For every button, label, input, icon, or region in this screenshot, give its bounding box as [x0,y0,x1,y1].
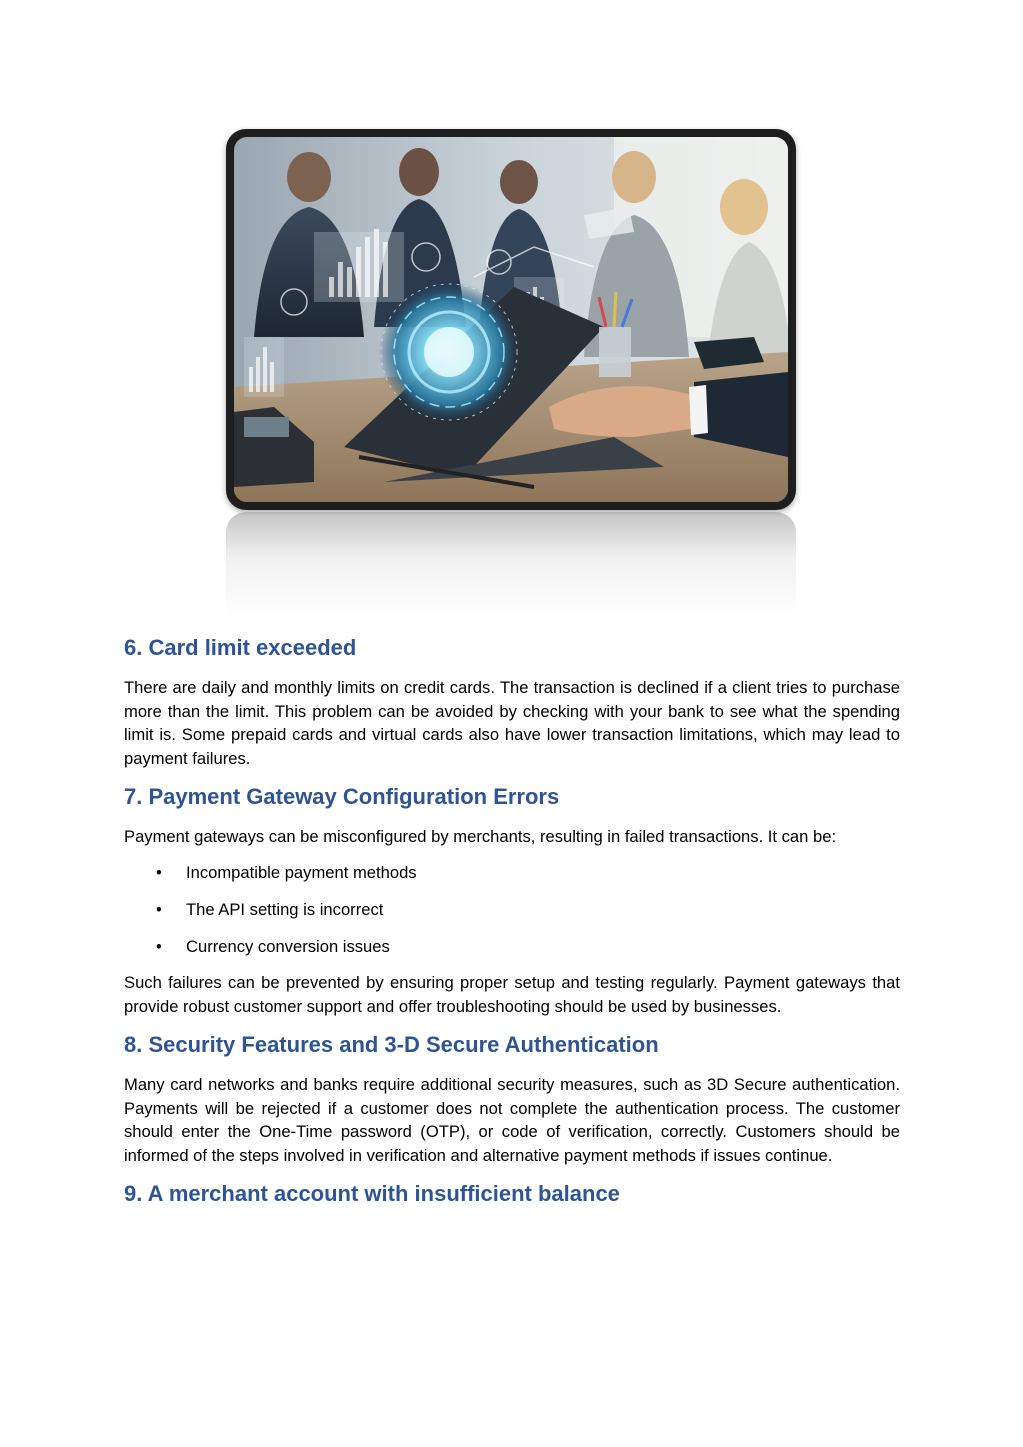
list-item-text: The API setting is incorrect [186,899,384,919]
bullet-icon: • [156,899,162,919]
section-heading-3d-secure: 8. Security Features and 3-D Secure Authentication [124,1032,659,1057]
illustration-image [234,137,788,502]
bullet-icon: • [156,862,162,882]
section-paragraph-card-limit: There are daily and monthly limits on credit cards. The transaction is declined if a client tries to purchase more than the limit. This problem can be avoided by checking with your bank to see what the spending limit is. Some prepaid cards and virtual cards also have lower transaction limitations, which may lead to payment failures. [124,678,900,768]
section-intro-gateway-errors: Payment gateways can be misconfigured by merchants, resulting in failed transactions. It can be: [124,827,837,846]
section-heading-gateway-errors: 7. Payment Gateway Configuration Errors [124,784,560,809]
list-item-text: Currency conversion issues [186,936,390,956]
list-item [124,898,900,922]
article-illustration [226,129,796,510]
list-item-text: Incompatible payment methods [186,862,417,882]
section-outro-gateway-errors: Such failures can be prevented by ensuring proper setup and testing regularly. Payment gateways that provide robust customer support and offer troubleshooting should be used by businesses. [124,973,900,1016]
article-content [124,633,900,1209]
illustration-reflection [226,512,796,616]
gateway-errors-list [124,861,900,959]
section-paragraph-3d-secure: Many card networks and banks require additional security measures, such as 3D Secure authentication. Payments will be rejected if a customer does not complete the authentication process. The customer should enter the One-Time password (OTP), or code of verification, correctly. Customers should be informed of the steps involved in verification and alternative payment methods if issues continue. [124,1075,900,1165]
section-heading-card-limit: 6. Card limit exceeded [124,635,357,660]
list-item [124,861,900,885]
bullet-icon: • [156,936,162,956]
section-heading-merchant-balance: 9. A merchant account with insufficient balance [124,1181,620,1206]
list-item [124,935,900,959]
